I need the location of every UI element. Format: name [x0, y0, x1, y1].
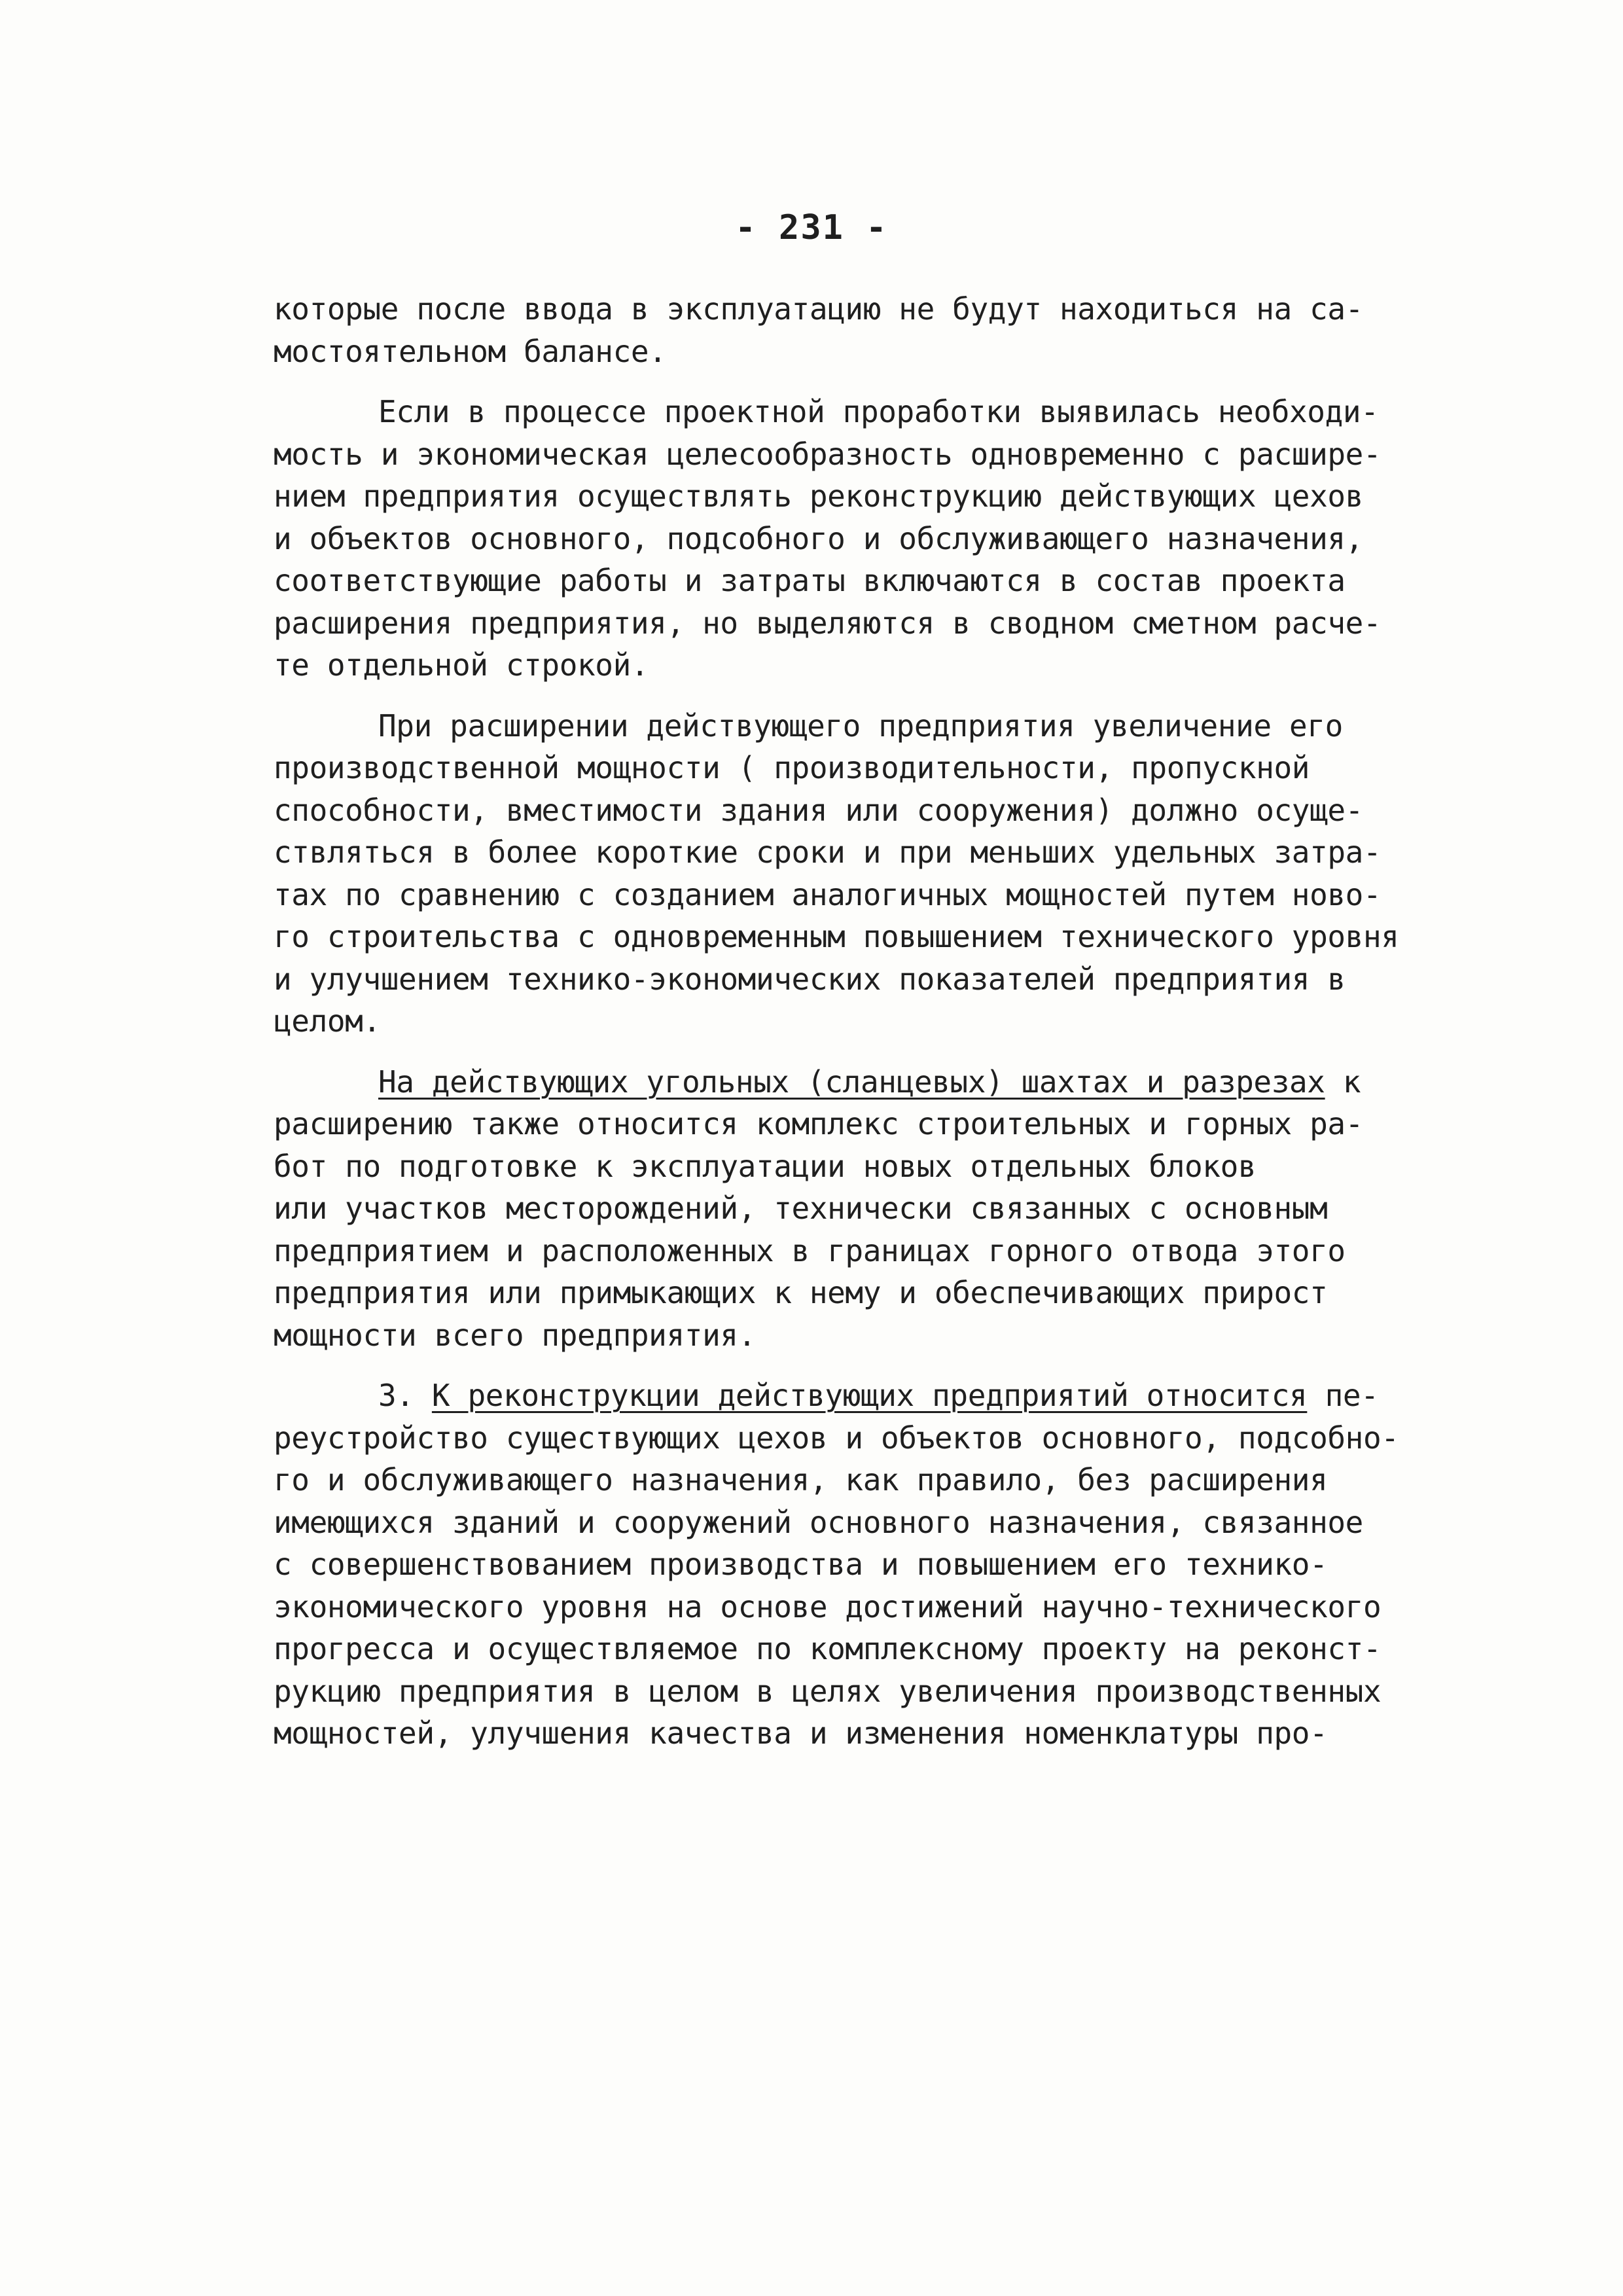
- page-number: - 231 -: [735, 208, 888, 247]
- text-line: Если в процессе проектной проработки выявилась необходи-: [378, 394, 1379, 429]
- paragraph-5: [274, 1374, 1399, 1755]
- text-line: ствляться в более короткие сроки и при меньших удельных затра-: [274, 834, 1382, 870]
- text-line: имеющихся зданий и сооружений основного назначения, связанное: [274, 1504, 1363, 1540]
- text-line: предприятием и расположенных в границах горного отвода этого: [274, 1232, 1346, 1268]
- item-number: 3.: [378, 1378, 432, 1413]
- text-line: го и обслуживающего назначения, как правило, без расширения: [274, 1462, 1328, 1498]
- text-line: бот по подготовке к эксплуатации новых отдельных блоков: [274, 1148, 1257, 1184]
- text-line: мощностей, улучшения качества и изменения номенклатуры про-: [274, 1715, 1328, 1751]
- underlined-phrase: На действующих угольных (сланцевых) шахтах и разрезах: [378, 1064, 1325, 1100]
- paragraph-2: [274, 391, 1386, 687]
- text-line: мостоятельном балансе.: [274, 333, 667, 369]
- text-line: предприятия или примыкающих к нему и обеспечивающих прирост: [274, 1275, 1328, 1310]
- text-line: и объектов основного, подсобного и обслуживающего назначения,: [274, 520, 1363, 556]
- body-text: [274, 288, 1399, 1755]
- text-line: соответствующие работы и затраты включаются в состав проекта: [274, 563, 1346, 598]
- text-line: го строительства с одновременным повышением технического уровня: [274, 919, 1399, 954]
- text-line: [274, 1061, 1386, 1103]
- text-line: рукцию предприятия в целом в целях увеличения производственных: [274, 1673, 1382, 1709]
- text-fragment: к: [1325, 1064, 1361, 1100]
- text-line: которые после ввода в эксплуатацию не будут находиться на са-: [274, 291, 1363, 327]
- text-fragment: пе-: [1307, 1378, 1379, 1413]
- text-line: мощности всего предприятия.: [274, 1317, 756, 1353]
- text-line: мость и экономическая целесообразность одновременно с расшире-: [274, 436, 1382, 472]
- text-line: расширения предприятия, но выделяются в сводном сметном расче-: [274, 605, 1382, 641]
- text-line: способности, вместимости здания или сооружения) должно осуще-: [274, 792, 1363, 828]
- text-line: нием предприятия осуществлять реконструкцию действующих цехов: [274, 478, 1363, 514]
- paragraph-3: [274, 705, 1399, 1043]
- underlined-phrase: К реконструкции действующих предприятий относится: [431, 1378, 1308, 1413]
- text-line: реустройство существующих цехов и объектов основного, подсобно-: [274, 1420, 1399, 1456]
- text-line: прогресса и осуществляемое по комплексному проекту на реконст-: [274, 1631, 1382, 1666]
- text-line: расширению также относится комплекс строительных и горных ра-: [274, 1106, 1363, 1141]
- text-line: целом.: [274, 1003, 381, 1039]
- text-line: и улучшением технико-экономических показателей предприятия в: [274, 961, 1346, 997]
- text-line: с совершенствованием производства и повышением его технико-: [274, 1547, 1328, 1582]
- paragraph-1: [274, 288, 1386, 372]
- text-line: тах по сравнению с созданием аналогичных мощностей путем ново-: [274, 876, 1382, 912]
- text-line: При расширении действующего предприятия увеличение его: [378, 708, 1343, 744]
- text-line: те отдельной строкой.: [274, 647, 649, 683]
- paragraph-4: [274, 1061, 1386, 1357]
- text-line: или участков месторождений, технически связанных с основным: [274, 1191, 1328, 1226]
- text-line: [274, 1374, 1386, 1417]
- text-line: производственной мощности ( производительности, пропускной: [274, 750, 1310, 785]
- text-line: экономического уровня на основе достижений научно-технического: [274, 1588, 1382, 1624]
